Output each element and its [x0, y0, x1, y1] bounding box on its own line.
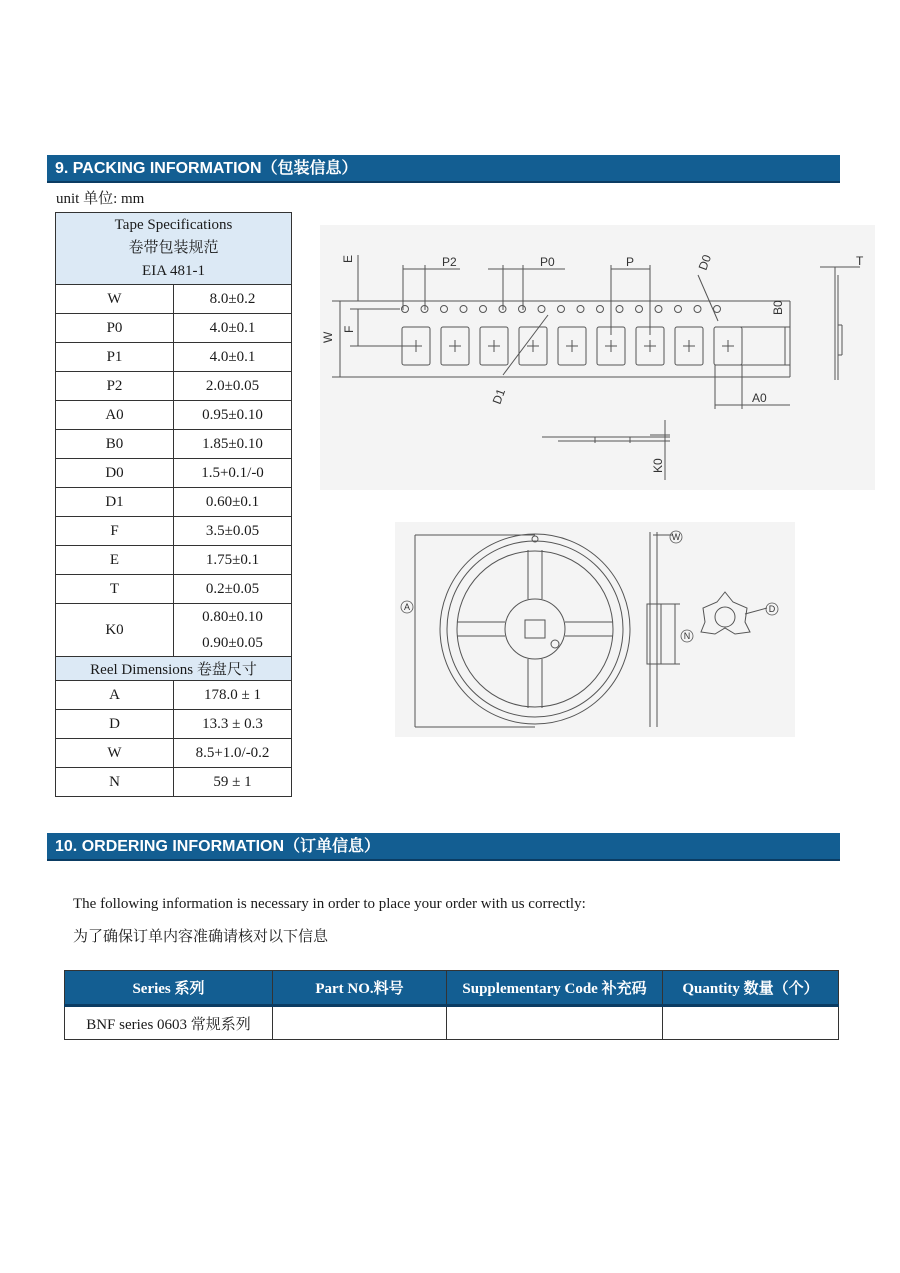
table-row [56, 604, 292, 657]
label-d0: D0 [695, 252, 715, 273]
supplementary-code-cell [447, 1006, 663, 1040]
ordering-section-header: 10. ORDERING INFORMATION（订单信息） [47, 833, 840, 861]
param-cell: D0 [56, 459, 174, 488]
param-cell: E [56, 546, 174, 575]
param-cell: B0 [56, 430, 174, 459]
label-k0: K0 [651, 458, 665, 473]
param-cell: W [56, 285, 174, 314]
param-cell: P0 [56, 314, 174, 343]
table-row [56, 372, 292, 401]
table-row [56, 488, 292, 517]
table-row [56, 401, 292, 430]
value-cell: 1.85±0.10 [174, 430, 292, 459]
reel-label-w: W [671, 532, 681, 542]
table-row [56, 285, 292, 314]
table-row [56, 517, 292, 546]
table-row [56, 710, 292, 739]
label-w: W [321, 331, 335, 343]
column-header-supplementary-code: Supplementary Code 补充码 [447, 971, 663, 1006]
label-f: F [342, 325, 356, 333]
reel-header-row [56, 657, 292, 681]
reel-label-a: A [403, 602, 411, 612]
label-b0: B0 [771, 300, 785, 315]
param-cell: P1 [56, 343, 174, 372]
part-no-cell [273, 1006, 447, 1040]
label-p2: P2 [442, 255, 457, 269]
label-p: P [626, 255, 635, 269]
value-cell: 59 ± 1 [174, 768, 292, 797]
param-cell: D [56, 710, 174, 739]
value-cell: 4.0±0.1 [174, 343, 292, 372]
series-cell: BNF series 0603 常规系列 [65, 1006, 273, 1040]
column-header-series: Series 系列 [65, 971, 273, 1006]
reel-dimensions-header: Reel Dimensions 卷盘尺寸 [56, 657, 292, 681]
packing-spec-table [55, 212, 292, 797]
column-header-part-no: Part NO.料号 [273, 971, 447, 1006]
reel-diagram [395, 522, 795, 737]
ordering-intro-cn: 为了确保订单内容准确请核对以下信息 [73, 929, 329, 945]
value-cell: 4.0±0.1 [174, 314, 292, 343]
table-row [56, 768, 292, 797]
packing-section-header: 9. PACKING INFORMATION（包装信息） [47, 155, 840, 183]
value-cell: 0.95±0.10 [174, 401, 292, 430]
ordering-header-row [65, 971, 839, 1006]
tape-spec-header [56, 213, 292, 285]
quantity-cell [663, 1006, 839, 1040]
param-cell: F [56, 517, 174, 546]
value-cell: 0.60±0.1 [174, 488, 292, 517]
table-row [56, 314, 292, 343]
value-cell: 8.0±0.2 [174, 285, 292, 314]
unit-label: unit 单位: mm [56, 191, 145, 207]
param-cell: K0 [56, 604, 174, 657]
label-p0: P0 [540, 255, 555, 269]
carrier-tape-diagram [320, 225, 875, 490]
label-t: T [856, 254, 864, 268]
tape-spec-standard: EIA 481-1 [142, 263, 205, 279]
table-row [56, 681, 292, 710]
label-e: E [341, 254, 355, 263]
reel-label-n: N [683, 631, 691, 641]
value-cell: 178.0 ± 1 [174, 681, 292, 710]
table-row [56, 343, 292, 372]
tape-spec-title: Tape Specifications [114, 217, 233, 233]
param-cell: D1 [56, 488, 174, 517]
reel-label-d: D [768, 604, 776, 614]
value-cell: 3.5±0.05 [174, 517, 292, 546]
table-row [56, 546, 292, 575]
value-cell: 1.75±0.1 [174, 546, 292, 575]
table-row [56, 459, 292, 488]
ordering-intro-en: The following information is necessary in order to place your order with us correctly: [73, 896, 586, 912]
param-cell: T [56, 575, 174, 604]
column-header-quantity: Quantity 数量（个） [663, 971, 839, 1006]
value-cell: 2.0±0.05 [174, 372, 292, 401]
value-cell [174, 604, 292, 657]
tape-spec-header-row [56, 213, 292, 285]
value-cell: 0.2±0.05 [174, 575, 292, 604]
label-a0: A0 [752, 391, 767, 405]
param-cell: P2 [56, 372, 174, 401]
ordering-table [64, 970, 839, 1040]
label-d1: D1 [489, 386, 509, 407]
table-row [56, 575, 292, 604]
k0-value-2: 0.90±0.05 [202, 635, 263, 651]
tape-spec-title-cn: 卷带包装规范 [128, 240, 219, 256]
table-row [56, 430, 292, 459]
param-cell: A0 [56, 401, 174, 430]
param-cell: N [56, 768, 174, 797]
value-cell: 13.3 ± 0.3 [174, 710, 292, 739]
param-cell: W [56, 739, 174, 768]
value-cell: 1.5+0.1/-0 [174, 459, 292, 488]
table-row [56, 739, 292, 768]
k0-value-1: 0.80±0.10 [202, 609, 263, 625]
param-cell: A [56, 681, 174, 710]
table-row [65, 1006, 839, 1040]
value-cell: 8.5+1.0/-0.2 [174, 739, 292, 768]
